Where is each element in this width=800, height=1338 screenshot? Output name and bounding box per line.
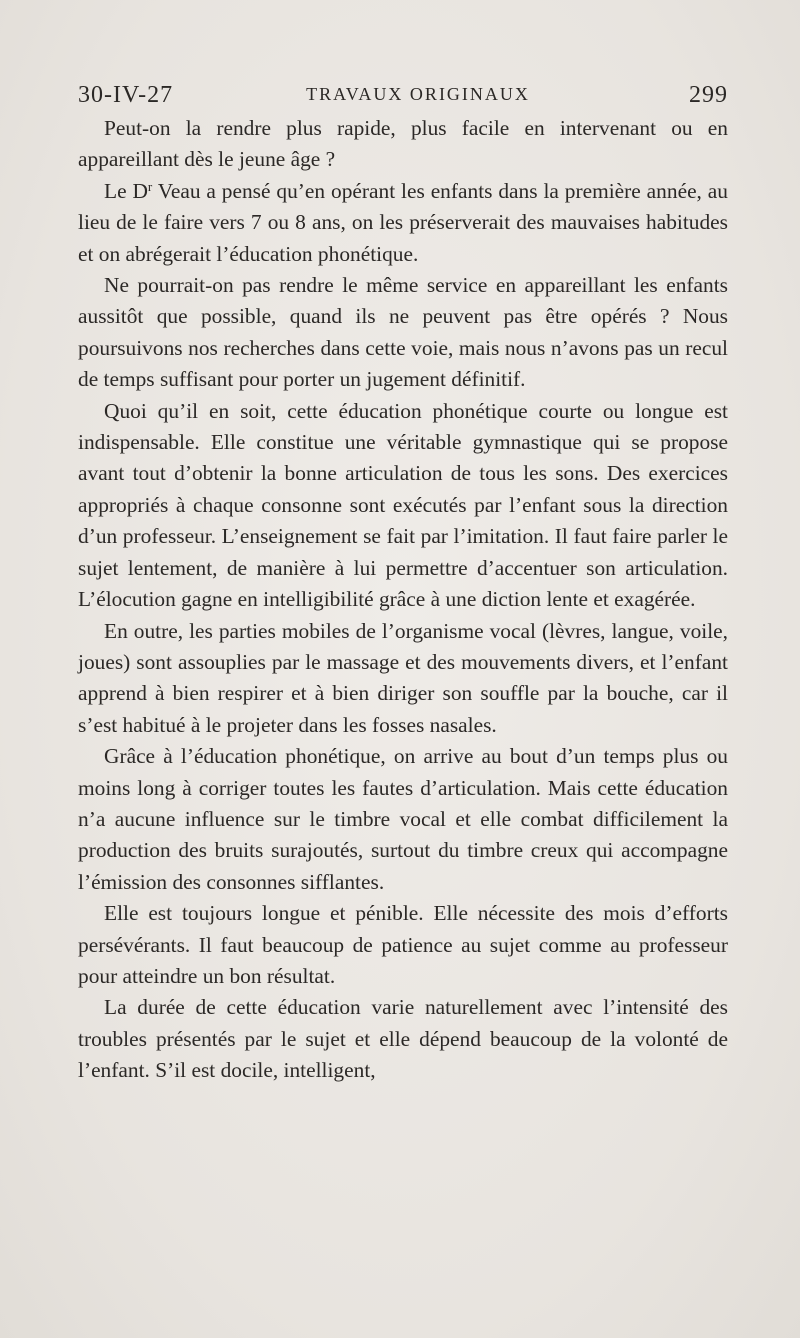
paragraph-2-rest: Veau a pensé qu’en opérant les enfants dans la première année, au lieu de le faire vers 7 ou 8 ans, on les préserverait des mauvaises habitudes et on abrégerait l’éducation phonétique. [78,178,728,266]
page-number: 299 [689,82,728,108]
paragraph-8: La durée de cette éducation varie naturellement avec l’intensité des troubles présentés par le sujet et elle dépend beaucoup de la volonté de l’enfant. S’il est docile, intelligent, [78,995,728,1083]
paragraph-2-start: Le D [104,178,148,203]
header-date: 30-IV-27 [78,82,174,108]
running-header [78,82,728,112]
paragraph-3: Ne pourrait-on pas rendre le même service en appareillant les enfants aussitôt que possible, quand ils ne peuvent pas être opérés ? Nous poursuivons nos recherches dans cette voie, mais nous n’avons pas un recul de temps suffisant pour porter un jugement définitif. [78,273,728,392]
paragraph-1: Peut-on la rendre plus rapide, plus facile en intervenant ou en appareillant dès le jeune âge ? [78,116,728,172]
paragraph-2-superscript: r [147,178,153,194]
paragraph-6: Grâce à l’éducation phonétique, on arrive au bout d’un temps plus ou moins long à corriger toutes les fautes d’articulation. Mais cette éducation n’a aucune influence sur le timbre vocal et elle combat difficilement la production des bruits surajoutés, surtout du timbre creux qui accompagne l’émission des consonnes sifflantes. [78,744,728,894]
body-text [78,113,728,1087]
header-section-title: TRAVAUX ORIGINAUX [306,84,530,104]
paragraph-4: Quoi qu’il en soit, cette éducation phonétique courte ou longue est indispensable. Elle constitue une véritable gymnastique qui se propose avant tout d’obtenir la bonne articulation de tous les sons. Des exercices appropriés à chaque consonne sont exécutés par l’enfant sous la direction d’un professeur. L’enseignement se fait par l’imitation. Il faut faire parler le sujet lentement, de manière à lui permettre d’accentuer son articulation. L’élocution gagne en intelligibilité grâce à une diction lente et exagérée. [78,398,728,612]
paragraph-2 [78,176,728,270]
paragraph-5: En outre, les parties mobiles de l’organisme vocal (lèvres, langue, voile, joues) sont assouplies par le massage et des mouvements divers, et l’enfant apprend à bien respirer et à bien diriger son souffle par la bouche, car il s’est habitué à le projeter dans les fosses nasales. [78,618,728,737]
paragraph-7: Elle est toujours longue et pénible. Elle nécessite des mois d’efforts persévérants. Il faut beaucoup de patience au sujet comme au professeur pour atteindre un bon résultat. [78,901,728,988]
